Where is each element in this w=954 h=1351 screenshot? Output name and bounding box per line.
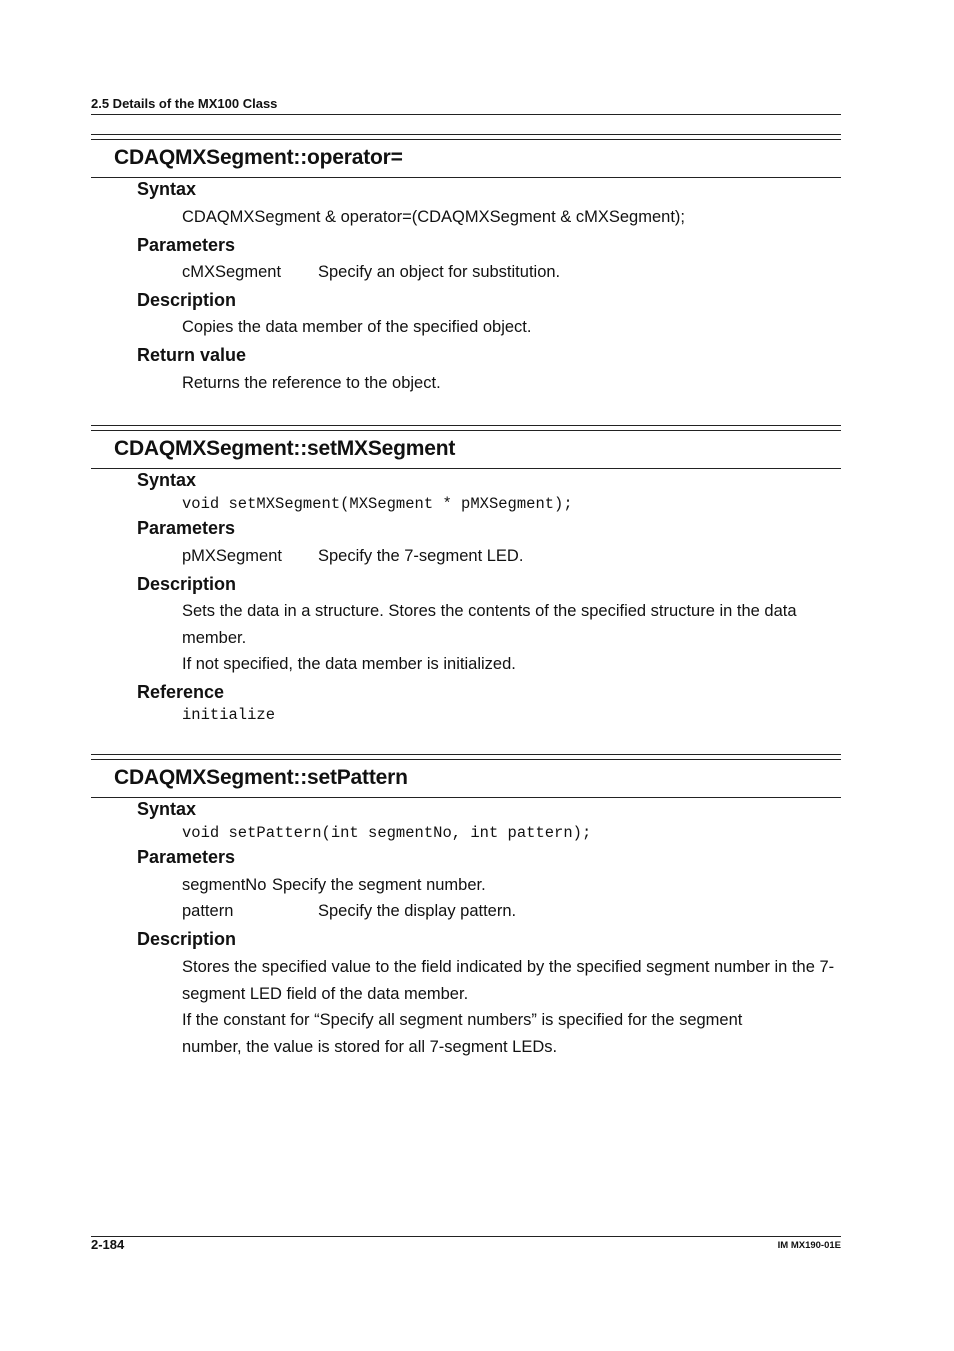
section-rule-top: [91, 139, 841, 140]
section-rule-bottom: [91, 797, 841, 798]
param-desc: Specify an object for substitution.: [318, 263, 561, 281]
description-text: Sets the data in a structure. Stores the contents of the specified structure in the data member.: [182, 602, 797, 647]
footer-rule: [91, 1236, 841, 1237]
description-heading: Description: [137, 929, 237, 949]
page-number: 2-184: [91, 1237, 125, 1252]
description-text: If not specified, the data member is initialized.: [182, 655, 516, 673]
document-id: IM MX190-01E: [777, 1240, 841, 1251]
syntax-heading: Syntax: [137, 470, 197, 490]
parameters-heading: Parameters: [137, 235, 236, 255]
syntax-text: CDAQMXSegment & operator=(CDAQMXSegment & cMXSegment);: [182, 208, 685, 226]
param-desc: Specify the display pattern.: [318, 902, 517, 920]
section-rule-top: [91, 754, 841, 755]
section-rule-top: [91, 430, 841, 431]
description-heading: Description: [137, 290, 237, 310]
param-name: cMXSegment: [182, 263, 282, 281]
parameters-heading: Parameters: [137, 847, 236, 867]
param-name: pMXSegment: [182, 547, 282, 565]
syntax-code: void setMXSegment(MXSegment * pMXSegment);: [182, 495, 573, 513]
section-title: CDAQMXSegment::setPattern: [114, 766, 408, 789]
reference-heading: Reference: [137, 682, 225, 702]
reference-link[interactable]: initialize: [182, 706, 276, 724]
parameters-heading: Parameters: [137, 518, 236, 538]
syntax-heading: Syntax: [137, 799, 197, 819]
param-name: segmentNo: [182, 876, 267, 894]
section-rule-top: [91, 425, 841, 426]
section-rule-bottom: [91, 468, 841, 469]
section-rule-top: [91, 759, 841, 760]
syntax-heading: Syntax: [137, 179, 197, 199]
return-text: Returns the reference to the object.: [182, 374, 441, 392]
section-rule-top: [91, 134, 841, 135]
param-name: pattern: [182, 902, 234, 920]
header-rule: [91, 114, 841, 115]
description-text: If the constant for “Specify all segment numbers” is specified for the segment number, the value is stored for all 7-segment LEDs.: [182, 1011, 743, 1056]
section-title: CDAQMXSegment::setMXSegment: [114, 437, 456, 460]
syntax-code: void setPattern(int segmentNo, int pattern);: [182, 824, 592, 842]
description-heading: Description: [137, 574, 237, 594]
param-desc: Specify the 7-segment LED.: [318, 547, 524, 565]
running-header: 2.5 Details of the MX100 Class: [91, 96, 278, 111]
description-text: Copies the data member of the specified object.: [182, 318, 532, 336]
return-heading: Return value: [137, 345, 247, 365]
param-desc: Specify the segment number.: [272, 876, 486, 894]
section-title: CDAQMXSegment::operator=: [114, 146, 403, 169]
section-rule-bottom: [91, 177, 841, 178]
description-text: Stores the specified value to the field indicated by the specified segment number in the 7-segment LED field of the data member.: [182, 958, 835, 1003]
